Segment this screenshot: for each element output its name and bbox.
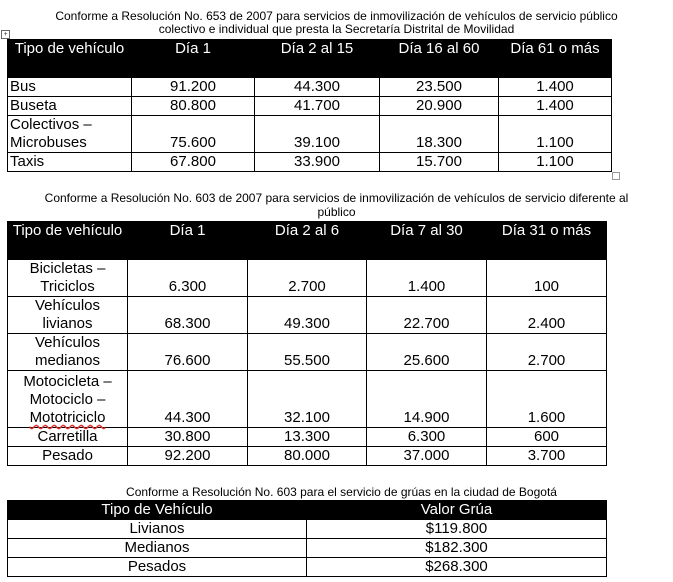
header-dia3: Día 7 al 30 — [367, 222, 487, 260]
section2-caption-line1: Conforme a Resolución No. 603 de 2007 para servicios de inmovilización de vehículos de servicio diferente al — [44, 191, 629, 205]
cell-value: $119.800 — [307, 520, 607, 539]
cell-value: 23.500 — [380, 78, 499, 97]
table-header-row — [8, 40, 612, 78]
immobilization-private-table — [7, 221, 607, 466]
table-move-handle-icon[interactable]: + — [1, 30, 10, 39]
cell-value: 30.800 — [128, 428, 248, 447]
table-row — [8, 153, 612, 172]
table-row — [8, 297, 607, 334]
table-row — [8, 371, 607, 428]
table-row — [8, 539, 607, 558]
cell-value: 600 — [487, 428, 607, 447]
cell-value: 44.300 — [128, 371, 248, 428]
section2-caption-line2: público — [317, 205, 356, 219]
cell-value: 37.000 — [367, 447, 487, 466]
table-row — [8, 558, 607, 577]
cell-value: 22.700 — [367, 297, 487, 334]
cell-type: Colectivos – Microbuses — [8, 116, 132, 153]
table-row — [8, 447, 607, 466]
cell-value: 76.600 — [128, 334, 248, 371]
cell-value: 6.300 — [367, 428, 487, 447]
cell-value: 55.500 — [248, 334, 367, 371]
header-valor: Valor Grúa — [307, 501, 607, 520]
cell-value: $268.300 — [307, 558, 607, 577]
header-dia4: Día 61 o más — [499, 40, 612, 78]
cell-type: Bus — [8, 78, 132, 97]
header-dia4: Día 31 o más — [487, 222, 607, 260]
cell-value: 67.800 — [132, 153, 255, 172]
cell-type: Buseta — [8, 97, 132, 116]
cell-value: 2.400 — [487, 297, 607, 334]
cell-value: 6.300 — [128, 260, 248, 297]
table-header-row — [8, 501, 607, 520]
cell-type: Vehículos medianos — [8, 334, 128, 371]
cell-value: 75.600 — [132, 116, 255, 153]
table-row — [8, 97, 612, 116]
cell-value: 100 — [487, 260, 607, 297]
cell-value: 68.300 — [128, 297, 248, 334]
cell-value: 25.600 — [367, 334, 487, 371]
header-tipo: Tipo de vehículo — [8, 40, 132, 78]
header-dia1: Día 1 — [128, 222, 248, 260]
header-dia1: Día 1 — [132, 40, 255, 78]
cell-value: 2.700 — [248, 260, 367, 297]
cell-value: 1.600 — [487, 371, 607, 428]
cell-value: $182.300 — [307, 539, 607, 558]
table-row — [8, 78, 612, 97]
cell-value: 92.200 — [128, 447, 248, 466]
table-header-row — [8, 222, 607, 260]
immobilization-public-table — [7, 39, 612, 172]
cell-value: 91.200 — [132, 78, 255, 97]
cell-value: 20.900 — [380, 97, 499, 116]
table-row — [8, 260, 607, 297]
table-row — [8, 428, 607, 447]
cell-value: 2.700 — [487, 334, 607, 371]
type-line-spellcheck: Mototriciclo — [29, 409, 106, 426]
header-dia2: Día 2 al 15 — [255, 40, 380, 78]
cell-value: 41.700 — [255, 97, 380, 116]
table-row — [8, 116, 612, 153]
tow-truck-table — [7, 500, 607, 577]
cell-type: Vehículos livianos — [8, 297, 128, 334]
cell-type: Bicicletas – Triciclos — [8, 260, 128, 297]
cell-value: 13.300 — [248, 428, 367, 447]
cell-value: 14.900 — [367, 371, 487, 428]
cell-type: Pesados — [8, 558, 307, 577]
cell-value: 39.100 — [255, 116, 380, 153]
section1-caption-line2: colectivo e individual que presta la Secretaría Distrital de Movilidad — [158, 22, 515, 36]
cell-type — [8, 371, 128, 428]
cell-value: 1.400 — [499, 97, 612, 116]
cell-value: 1.400 — [499, 78, 612, 97]
table-row — [8, 334, 607, 371]
cell-value: 1.100 — [499, 153, 612, 172]
table-resize-handle-icon[interactable] — [612, 172, 620, 180]
cell-type: Taxis — [8, 153, 132, 172]
section1-caption-line1: Conforme a Resolución No. 653 de 2007 para servicios de inmovilización de vehículos de servicio público — [55, 9, 618, 23]
cell-type: Carretilla — [8, 428, 128, 447]
header-dia3: Día 16 al 60 — [380, 40, 499, 78]
type-line: Motociclo – — [29, 391, 106, 408]
cell-value: 44.300 — [255, 78, 380, 97]
cell-value: 32.100 — [248, 371, 367, 428]
section3-caption: Conforme a Resolución No. 603 para el servicio de grúas en la ciudad de Bogotá — [126, 485, 557, 499]
cell-value: 1.400 — [367, 260, 487, 297]
type-line: Motocicleta – — [23, 373, 112, 390]
cell-value: 80.800 — [132, 97, 255, 116]
header-dia2: Día 2 al 6 — [248, 222, 367, 260]
cell-value: 33.900 — [255, 153, 380, 172]
cell-value: 15.700 — [380, 153, 499, 172]
cell-type: Medianos — [8, 539, 307, 558]
cell-value: 80.000 — [248, 447, 367, 466]
table-row — [8, 520, 607, 539]
cell-type: Livianos — [8, 520, 307, 539]
cell-value: 1.100 — [499, 116, 612, 153]
header-tipo: Tipo de vehículo — [8, 222, 128, 260]
header-tipo: Tipo de Vehículo — [8, 501, 307, 520]
cell-type: Pesado — [8, 447, 128, 466]
cell-value: 18.300 — [380, 116, 499, 153]
cell-value: 49.300 — [248, 297, 367, 334]
cell-value: 3.700 — [487, 447, 607, 466]
